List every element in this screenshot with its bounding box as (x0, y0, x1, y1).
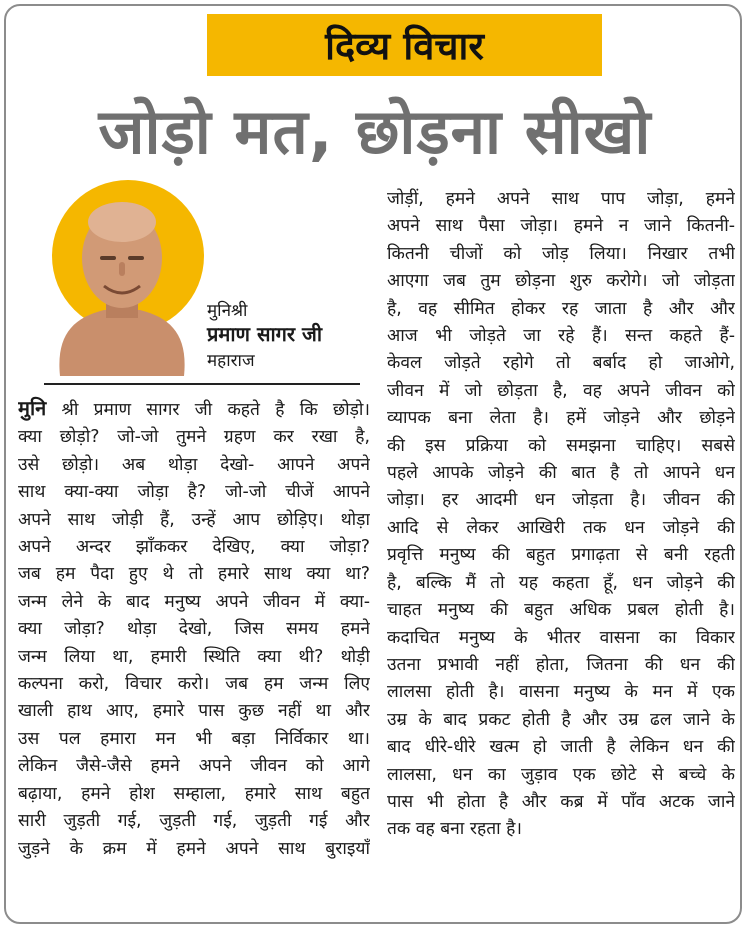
article-line: अपने साथ जोड़ी हैं, उन्हें आप छोड़िए। थोड़ा (18, 509, 370, 530)
article-line: बाद धीरे-धीरे खत्म हो जाती है लेकिन धन की (387, 737, 735, 758)
lead-word: मुनि (18, 396, 47, 420)
article-line: पास भी होता है और कब्र में पाँव अटक जाने (387, 791, 735, 812)
article-line: क्या छोड़ो? जो-जो तुमने ग्रहण कर रखा है, (18, 427, 370, 448)
section-banner (207, 14, 602, 76)
article-line: उम्र के बाद प्रकट होती है और उम्र ढल जाने के (387, 709, 735, 730)
article-line: जब हम पैदा हुए थे तो हमारे साथ क्या था? (18, 564, 370, 585)
article-line: आदि से लेकर आखिरी तक धन जोड़ने की (387, 517, 735, 538)
byline-name: प्रमाण सागर जी (207, 322, 323, 346)
article-line: लालसा होती है। वासना मनुष्य के मन में एक (387, 682, 735, 703)
article-headline: जोड़ो मत, छोड़ना सीखो (98, 95, 652, 168)
article-line: साथ क्या-क्या जोड़ा है? जो-जो चीजें आपने (18, 482, 370, 503)
article-line: जुड़ने के क्रम में हमने अपने साथ बुराइयाँ (18, 838, 370, 859)
article-line: है, बल्कि मैं तो यह कहता हूँ, धन जोड़ने की (387, 572, 735, 593)
article-line: सारी जुड़ती गई, जुड़ती गई, जुड़ती गई और (18, 811, 370, 832)
article-line: तक वह बना रहता है। (387, 819, 522, 840)
article-line: कितनी चीजों को जोड़ लिया। निखार तभी (387, 243, 735, 264)
article-line: बढ़ाया, हमने होश सम्हाला, हमारे साथ बहुत (18, 783, 370, 804)
article-line: खाली हाथ आए, हमारे पास कुछ नहीं था और (18, 701, 370, 722)
article-line: की इस प्रक्रिया को समझना चाहिए। सबसे (387, 435, 735, 456)
article-line: उसे छोड़ो। अब थोड़ा देखो- आपने अपने (18, 454, 370, 475)
article-line: उतना प्रभावी नहीं होता, जितना की धन की (387, 654, 735, 675)
article-line: पहले आपके जोड़ने की बात है तो आपने धन (387, 463, 735, 484)
article-line: अपने अन्दर झाँककर देखिए, क्या जोड़ा? (18, 537, 370, 558)
byline-divider (44, 383, 360, 385)
section-banner-text: दिव्य विचार (325, 24, 484, 68)
article-column-right (387, 186, 735, 844)
article-line: आज भी जोड़ते जा रहे हैं। सन्त कहते हैं- (387, 326, 735, 347)
article-line: मुनि श्री प्रमाण सागर जी कहते है कि छोड़ो। (18, 396, 370, 420)
article-line: उस पल हमारा मन भी बड़ा निर्विकार था। (18, 728, 370, 749)
article-line: आएगा जब तुम छोड़ना शुरु करोगे। जो जोड़ता (387, 271, 735, 292)
article-line: कल्पना करो, विचार करो। जब हम जन्म लिए (18, 674, 370, 695)
article-line: जन्म लेने के बाद मनुष्य अपने जीवन में क्या- (18, 591, 370, 612)
article-line: जोड़ीं, हमने अपने साथ पाप जोड़ा, हमने (387, 189, 735, 209)
article-line: कदाचित मनुष्य के भीतर वासना का विकार (387, 627, 735, 648)
article-line: प्रवृत्ति मनुष्य की बहुत प्रगाढ़ता से बनी रहती (387, 545, 735, 566)
article-line: लेकिन जैसे-जैसे हमने अपने जीवन को आगे (18, 756, 370, 777)
article-line: अपने साथ पैसा जोड़ा। हमने न जाने कितनी- (387, 216, 735, 237)
article-line: व्यापक बना लेता है। हमें जोड़ने और छोड़ने (387, 408, 735, 429)
article-line: क्या जोड़ा? थोड़ा देखो, जिस समय हमने (18, 619, 370, 640)
article-column-left (18, 395, 370, 863)
article-line: चाहत मनुष्य की बहुत अधिक प्रबल होती है। (387, 600, 735, 621)
article-line: है, वह सीमित होकर रह जाता है और और (387, 298, 735, 319)
byline-prefix: मुनिश्री (207, 301, 248, 321)
article-line: जीवन में जो छोड़ता है, वह अपने जीवन को (387, 380, 735, 401)
article-line: लालसा, धन का जुड़ाव एक छोटे से बच्चे के (387, 764, 735, 785)
article-line: जोड़ा। हर आदमी धन जोड़ता है। जीवन की (387, 490, 735, 511)
byline-suffix: महाराज (207, 351, 255, 371)
article-line: केवल जोड़ते रहोगे तो बर्बाद हो जाओगे, (387, 353, 735, 374)
author-portrait (42, 186, 202, 376)
article-line: जन्म लिया था, हमारी स्थिति क्या थी? थोड़ी (18, 646, 370, 667)
